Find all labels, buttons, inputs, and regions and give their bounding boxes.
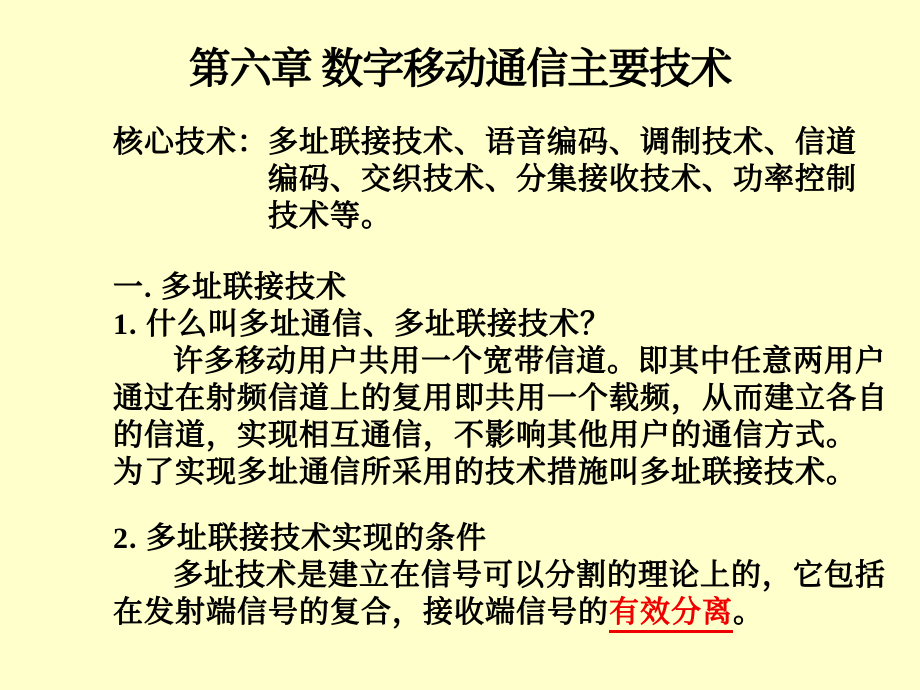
core-technologies-paragraph (113, 124, 857, 235)
section-1-para-line-3: 的信道，实现相互通信，不影响其他用户的通信方式。 (113, 419, 857, 452)
section-1-question: 1. 什么叫多址通信、多址联接技术？ (113, 308, 611, 341)
core-technologies-lines (268, 124, 857, 235)
section-2-para-line-1: 多址技术是建立在信号可以分割的理论上的，它包括 (173, 559, 886, 592)
section-2-para-line-2-suffix: 。 (733, 596, 764, 629)
section-2-para-line-2-prefix: 在发射端信号的复合，接收端信号的 (113, 596, 609, 629)
section-1-para-line-2: 通过在射频信道上的复用即共用一个载频，从而建立各自 (113, 382, 888, 415)
section-1-heading: 一. 多址联接技术 (113, 271, 347, 304)
effective-separation-highlight: 有效分离 (609, 596, 733, 633)
core-line-1: 多址联接技术、语音编码、调制技术、信道 (268, 126, 857, 159)
slide-title: 第六章 数字移动通信主要技术 (188, 47, 732, 93)
section-2-heading: 2. 多址联接技术实现的条件 (113, 522, 487, 555)
section-1-multiple-access (113, 269, 888, 491)
core-line-3: 技术等。 (268, 200, 392, 233)
core-technologies-label: 核心技术： (113, 126, 268, 159)
section-2-para-line-2 (113, 594, 886, 631)
section-1-para-line-4: 为了实现多址通信所采用的技术措施叫多址联接技术。 (113, 456, 857, 489)
core-line-2: 编码、交织技术、分集接收技术、功率控制 (268, 163, 857, 196)
section-2-conditions (113, 520, 886, 631)
section-1-para-line-1: 许多移动用户共用一个宽带信道。即其中任意两用户 (173, 345, 886, 378)
